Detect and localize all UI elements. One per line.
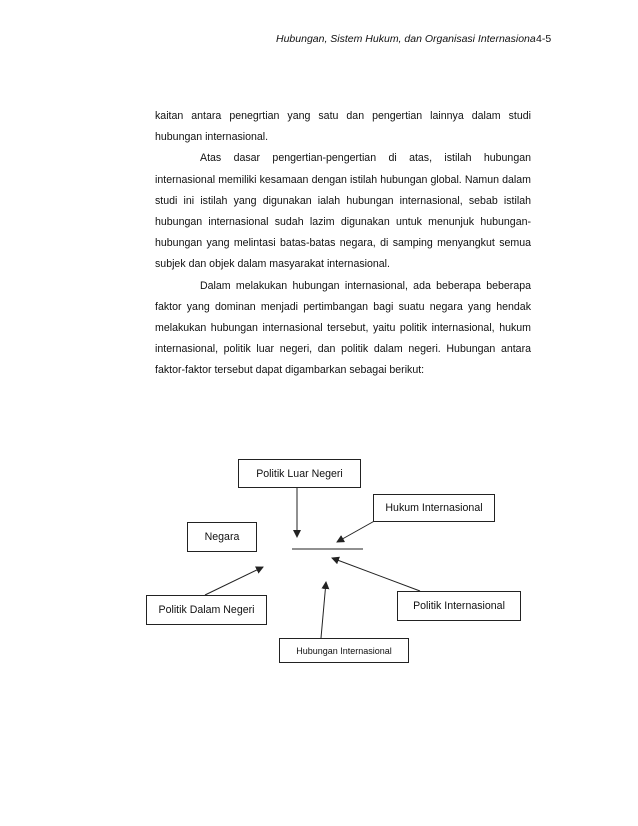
box-politik-dalam-negeri: Politik Dalam Negeri <box>146 595 267 625</box>
relations-diagram <box>0 450 638 680</box>
paragraph-3: Dalam melakukan hubungan internasional, ada beberapa beberapa faktor yang dominan menjadi pertimbangan bagi suatu negara yang hendak melakukan hubungan internasional tersebut, yaitu politik internasional, hukum internasional, politik luar negeri, dan politik dalam negeri. Hubungan antara faktor-faktor tersebut dapat digambarkan sebagai berikut: <box>155 279 531 377</box>
box-negara: Negara <box>187 522 257 552</box>
box-hubungan-internasional: Hubungan Internasional <box>279 638 409 663</box>
body-text <box>155 106 531 382</box>
box-hukum-internasional: Hukum Internasional <box>373 494 495 522</box>
box-politik-internasional: Politik Internasional <box>397 591 521 621</box>
running-title: Hubungan, Sistem Hukum, dan Organisasi Internasiona <box>276 33 536 45</box>
page-number: 4-5 <box>536 33 552 45</box>
arrow-hubungan-internasional <box>321 582 326 638</box>
box-politik-luar-negeri: Politik Luar Negeri <box>238 459 361 488</box>
paragraph-1: kaitan antara penegrtian yang satu dan pengertian lainnya dalam studi hubungan internasional. <box>155 110 531 144</box>
arrow-politik-internasional <box>332 558 420 591</box>
arrow-dalam-negeri <box>205 567 263 595</box>
arrow-hukum-internasional <box>337 519 378 542</box>
paragraph-2: Atas dasar pengertian-pengertian di atas, istilah hubungan internasional memiliki kesamaan dengan istilah hubungan global. Namun dalam studi ini istilah yang digunakan ialah hubungan internasional, sebab istilah hubungan internasional sudah lazim digunakan untuk menunjuk hubungan-hubungan yang melintasi batas-batas negara, di samping menyangkut semua subjek dan objek dalam masyarakat internasional. <box>155 152 531 271</box>
page-header <box>0 33 638 51</box>
